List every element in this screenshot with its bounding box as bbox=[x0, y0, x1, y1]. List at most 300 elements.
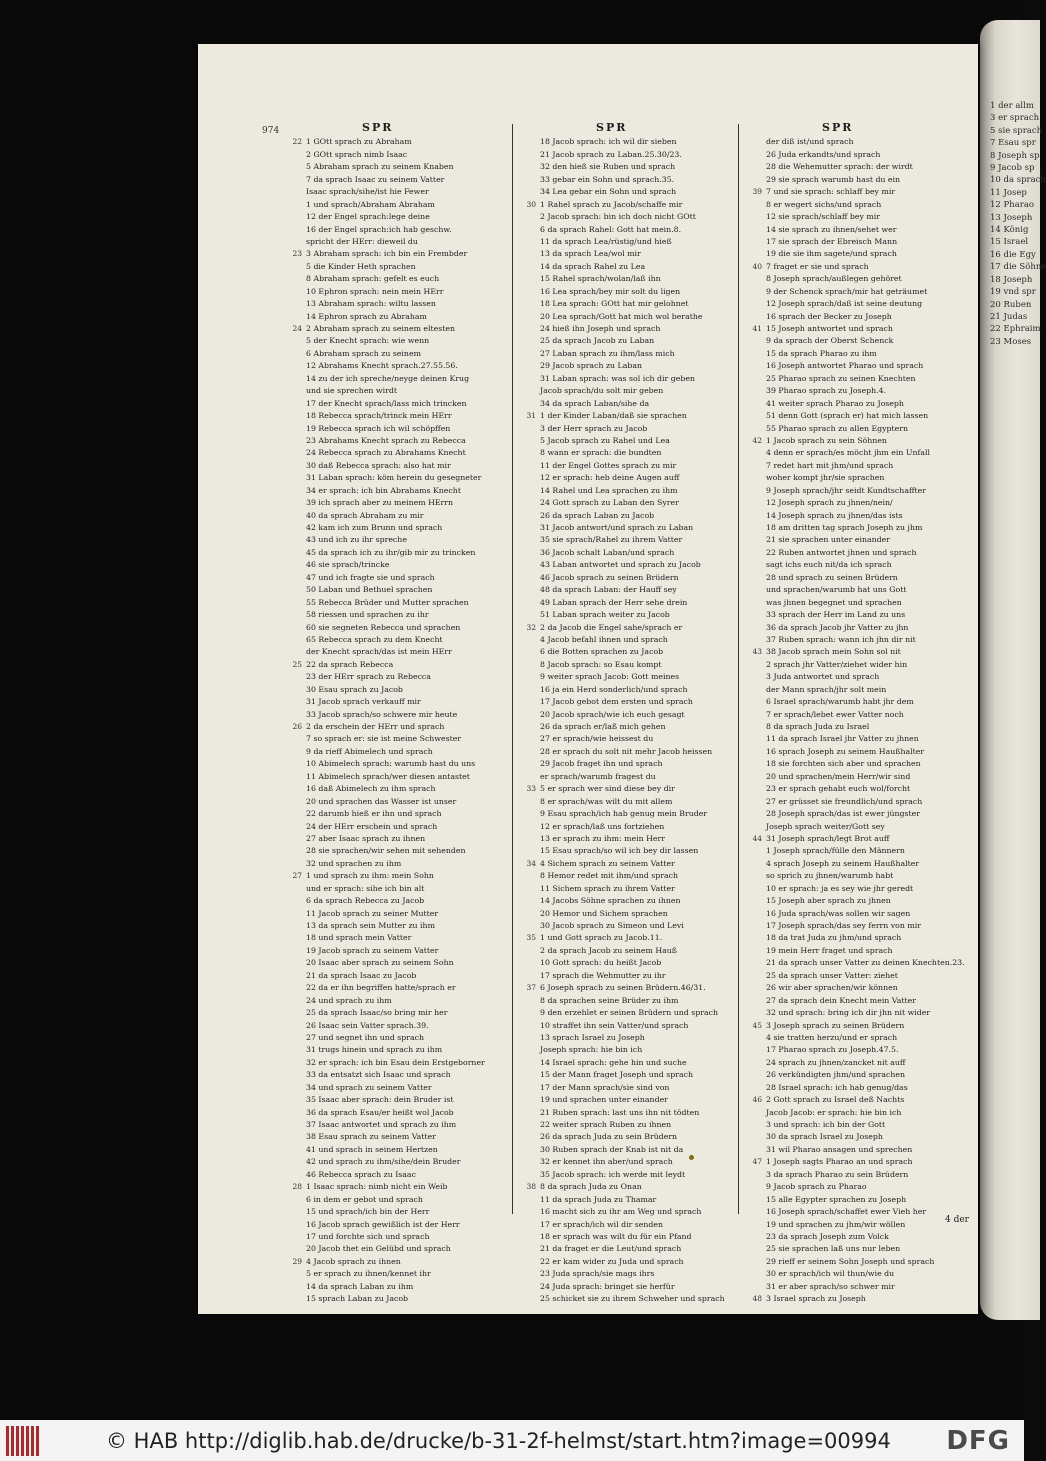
index-entry: 8 wann er sprach: die bundten bbox=[540, 448, 662, 458]
index-entry: 25 da sprach Jacob zu Laban bbox=[540, 336, 655, 346]
index-line bbox=[742, 497, 965, 509]
index-line bbox=[516, 161, 725, 173]
index-line bbox=[742, 186, 965, 198]
chapter-number bbox=[742, 945, 766, 957]
index-entry: 8 da sprach Juda zu Israel bbox=[766, 722, 870, 732]
index-entry: 9 Joseph sprach/jhr seidt Kundtschaffter bbox=[766, 485, 926, 495]
chapter-number: 29 bbox=[292, 1256, 302, 1266]
index-line bbox=[742, 385, 965, 397]
facing-page-line: 8 Joseph sp bbox=[990, 150, 1040, 161]
index-entry: 2 Jacob sprach: bin ich doch nicht GOtt bbox=[540, 212, 696, 222]
index-line bbox=[282, 348, 485, 360]
index-entry: 4 sprach Joseph zu seinem Haußhalter bbox=[766, 858, 920, 868]
index-entry: 28 er sprach du solt nit mehr Jacob heissen bbox=[540, 746, 713, 756]
chapter-number bbox=[282, 485, 306, 497]
index-entry: 15 sprach Laban zu Jacob bbox=[306, 1294, 409, 1304]
index-entry: 9 weiter sprach Jacob: Gott meines bbox=[540, 672, 680, 682]
facing-page-line: 23 Moses bbox=[990, 336, 1032, 347]
chapter-number: 37 bbox=[526, 983, 536, 993]
index-entry: 17 Pharao sprach zu Joseph.47.5. bbox=[766, 1045, 899, 1055]
index-entry: 28 und sprach zu seinen Brüdern bbox=[766, 572, 898, 582]
index-line bbox=[516, 323, 725, 335]
index-line bbox=[516, 435, 725, 447]
index-entry: 17 Joseph sprach/das sey ferrn von mir bbox=[766, 921, 921, 931]
index-entry: 24 Juda sprach: bringet sie herfür bbox=[540, 1281, 675, 1291]
index-entry: 30 er sprach/ich wil thun/wie du bbox=[766, 1269, 895, 1279]
index-line bbox=[742, 622, 965, 634]
index-line bbox=[516, 547, 725, 559]
index-line bbox=[282, 534, 485, 546]
index-entry: 16 Joseph sprach/schaffet ewer Vieh her bbox=[766, 1207, 927, 1217]
chapter-number bbox=[282, 671, 306, 683]
chapter-number bbox=[282, 236, 306, 248]
index-entry: 65 Rebecca sprach zu dem Knecht bbox=[306, 634, 443, 644]
index-line bbox=[282, 808, 485, 820]
facing-page-line: 5 sie sprach bbox=[990, 125, 1043, 136]
index-line bbox=[516, 1007, 725, 1019]
index-line bbox=[516, 721, 725, 733]
chapter-number bbox=[282, 1231, 306, 1243]
index-line bbox=[516, 833, 725, 845]
index-line bbox=[282, 261, 485, 273]
index-line bbox=[516, 1057, 725, 1069]
index-line bbox=[516, 149, 725, 161]
chapter-number bbox=[516, 1156, 540, 1168]
index-entry: 20 Hemor und Sichem sprachen bbox=[540, 908, 668, 918]
index-line bbox=[282, 398, 485, 410]
index-line bbox=[742, 174, 965, 186]
chapter-number bbox=[516, 957, 540, 969]
index-entry: 43 und ich zu ihr spreche bbox=[306, 535, 407, 545]
facing-page-line: 1 der allm bbox=[990, 101, 1034, 111]
chapter-number bbox=[742, 995, 766, 1007]
chapter-number: 46 bbox=[752, 1095, 762, 1105]
index-line bbox=[516, 908, 725, 920]
index-line bbox=[742, 360, 965, 372]
index-column-2 bbox=[516, 122, 725, 1306]
chapter-number bbox=[516, 908, 540, 920]
index-entry: 30 Esau sprach zu Jacob bbox=[306, 684, 403, 694]
index-line bbox=[516, 485, 725, 497]
index-entry: 32 den hieß sie Ruben und sprach bbox=[540, 162, 676, 172]
chapter-number bbox=[282, 211, 306, 223]
index-entry: 15 Rahel sprach/wolan/laß ihn bbox=[540, 274, 661, 284]
chapter-number bbox=[742, 410, 766, 422]
chapter-number bbox=[742, 423, 766, 435]
index-line bbox=[282, 671, 485, 683]
chapter-number bbox=[742, 1107, 766, 1119]
index-entry: 16 macht sich zu ihr am Weg und sprach bbox=[540, 1207, 702, 1217]
chapter-number bbox=[516, 721, 540, 733]
index-line bbox=[282, 435, 485, 447]
index-entry: 19 mein Herr fraget und sprach bbox=[766, 945, 893, 955]
chapter-number bbox=[516, 758, 540, 770]
index-entry: 19 Rebecca sprach ich wil schöpffen bbox=[306, 423, 451, 433]
index-line bbox=[516, 1069, 725, 1081]
index-line bbox=[742, 298, 965, 310]
chapter-number: 22 bbox=[292, 137, 302, 147]
chapter-number bbox=[516, 497, 540, 509]
chapter-number bbox=[516, 323, 540, 335]
chapter-number bbox=[742, 1131, 766, 1143]
index-entry: 10 straffet ihn sein Vatter/und sprach bbox=[540, 1020, 689, 1030]
chapter-number bbox=[282, 224, 306, 236]
index-entry: 26 da sprach Juda zu sein Brüdern bbox=[540, 1132, 678, 1142]
index-entry: 10 Abimelech sprach: warumb hast du uns bbox=[306, 759, 476, 769]
chapter-number bbox=[282, 970, 306, 982]
index-line bbox=[742, 248, 965, 260]
index-entry: 4 Sichem sprach zu seinem Vatter bbox=[540, 858, 675, 868]
index-entry: 3 und sprach: ich bin der Gott bbox=[766, 1120, 886, 1130]
index-line bbox=[282, 1293, 485, 1305]
chapter-number bbox=[282, 995, 306, 1007]
index-entry: 21 sie sprachen unter einander bbox=[766, 535, 890, 545]
index-entry: 1 Joseph sagts Pharao an und sprach bbox=[766, 1157, 913, 1167]
index-entry: 4 sie tratten herzu/und er sprach bbox=[766, 1032, 898, 1042]
facing-page-line: 7 Esau spr bbox=[990, 138, 1036, 149]
index-entry: 4 Jacob befahl ihnen und sprach bbox=[540, 634, 668, 644]
index-entry: 42 und sprach zu ihm/sihe/dein Bruder bbox=[306, 1157, 461, 1167]
index-line bbox=[516, 622, 725, 634]
chapter-number bbox=[282, 547, 306, 559]
index-line bbox=[742, 1020, 965, 1032]
index-line bbox=[742, 671, 965, 683]
chapter-number bbox=[282, 1194, 306, 1206]
chapter-number bbox=[742, 335, 766, 347]
chapter-number bbox=[516, 385, 540, 397]
index-line bbox=[742, 559, 965, 571]
chapter-number bbox=[282, 1044, 306, 1056]
index-entry: 18 da trat Juda zu jhm/und sprach bbox=[766, 933, 902, 943]
chapter-number bbox=[282, 932, 306, 944]
index-line bbox=[742, 1293, 965, 1305]
index-line bbox=[282, 447, 485, 459]
index-entry: 6 da sprach Rahel: Gott hat mein.8. bbox=[540, 224, 682, 234]
index-entry: 6 Abraham sprach zu seinem bbox=[306, 348, 421, 358]
index-entry: 28 sie sprachen/wir sehen mit sehenden bbox=[306, 846, 466, 856]
index-line bbox=[282, 298, 485, 310]
index-line bbox=[516, 609, 725, 621]
index-line bbox=[742, 957, 965, 969]
chapter-number: 45 bbox=[752, 1020, 762, 1030]
index-entry: 27 da sprach dein Knecht mein Vatter bbox=[766, 995, 916, 1005]
index-line bbox=[282, 845, 485, 857]
chapter-number bbox=[516, 833, 540, 845]
index-entry: 10 Gott sprach: du heißt Jacob bbox=[540, 958, 662, 968]
chapter-number bbox=[516, 845, 540, 857]
index-line bbox=[742, 423, 965, 435]
chapter-number bbox=[516, 1243, 540, 1255]
index-entry: 14 Israel sprach: gehe hin und suche bbox=[540, 1057, 687, 1067]
chapter-number bbox=[282, 609, 306, 621]
chapter-number bbox=[282, 1281, 306, 1293]
column-rule bbox=[738, 124, 739, 1214]
index-line bbox=[516, 1169, 725, 1181]
chapter-number bbox=[282, 199, 306, 211]
index-entry: 1 und sprach zu ihm: mein Sohn bbox=[306, 871, 434, 881]
chapter-number bbox=[516, 460, 540, 472]
facing-page-line: 3 er sprach bbox=[990, 113, 1040, 124]
index-entry: 8 Joseph sprach/außlegen gehöret bbox=[766, 274, 902, 284]
index-entry: 5 er sprach wer sind diese bey dir bbox=[540, 784, 675, 794]
index-entry: 17 Jacob gebot dem ersten und sprach bbox=[540, 697, 693, 707]
index-line bbox=[282, 161, 485, 173]
chapter-number bbox=[516, 261, 540, 273]
chapter-number bbox=[742, 236, 766, 248]
chapter-number bbox=[742, 597, 766, 609]
index-entry: 11 da sprach Lea/rüstig/und hieß bbox=[540, 236, 672, 246]
chapter-number: 33 bbox=[526, 784, 536, 794]
index-line bbox=[742, 1256, 965, 1268]
chapter-number bbox=[516, 659, 540, 671]
index-line bbox=[282, 335, 485, 347]
index-line bbox=[516, 510, 725, 522]
index-line bbox=[742, 845, 965, 857]
index-line bbox=[742, 224, 965, 236]
index-line bbox=[742, 970, 965, 982]
index-line bbox=[516, 634, 725, 646]
facing-page-line: 10 da sprach bbox=[990, 175, 1046, 186]
index-entry: 12 er sprach: heb deine Augen auff bbox=[540, 473, 680, 483]
chapter-number bbox=[516, 883, 540, 895]
index-line bbox=[516, 932, 725, 944]
chapter-number bbox=[516, 1131, 540, 1143]
index-line bbox=[282, 1206, 485, 1218]
index-line bbox=[516, 398, 725, 410]
index-entry: 11 Abimelech sprach/wer diesen antastet bbox=[306, 771, 470, 781]
index-line bbox=[282, 746, 485, 758]
chapter-number bbox=[742, 1007, 766, 1019]
index-line bbox=[282, 1181, 485, 1193]
chapter-number bbox=[516, 1219, 540, 1231]
chapter-number bbox=[282, 1144, 306, 1156]
index-line bbox=[516, 808, 725, 820]
chapter-number bbox=[282, 957, 306, 969]
chapter-number bbox=[282, 634, 306, 646]
footer-url[interactable]: © HAB http://diglib.hab.de/drucke/b-31-2f-helmst/start.htm?image=00994 bbox=[106, 1428, 891, 1453]
chapter-number bbox=[282, 348, 306, 360]
index-line bbox=[516, 920, 725, 932]
index-entry: 9 da rieff Abimelech und sprach bbox=[306, 746, 433, 756]
index-entry: 17 sprach die Wehmutter zu ihr bbox=[540, 970, 666, 980]
index-entry: 28 die Wehemutter sprach: der wirdt bbox=[766, 162, 913, 172]
index-line bbox=[742, 597, 965, 609]
index-line bbox=[282, 733, 485, 745]
chapter-number bbox=[282, 821, 306, 833]
index-line bbox=[742, 1094, 965, 1106]
index-entry: 8 er sprach/was wilt du mit allem bbox=[540, 796, 673, 806]
chapter-number bbox=[742, 771, 766, 783]
chapter-number bbox=[742, 398, 766, 410]
index-entry: 42 kam ich zum Brunn und sprach bbox=[306, 523, 443, 533]
index-line bbox=[742, 609, 965, 621]
index-line bbox=[282, 248, 485, 260]
chapter-number: 48 bbox=[752, 1294, 762, 1304]
index-entry: 38 Jacob sprach mein Sohn sol nit bbox=[766, 647, 901, 657]
chapter-number bbox=[516, 435, 540, 447]
index-line bbox=[742, 696, 965, 708]
index-line bbox=[742, 1131, 965, 1143]
index-line bbox=[742, 646, 965, 658]
chapter-number bbox=[516, 746, 540, 758]
chapter-number bbox=[742, 1069, 766, 1081]
index-line bbox=[282, 684, 485, 696]
chapter-number bbox=[742, 920, 766, 932]
index-entry: 20 und sprachen/mein Herr/wir sind bbox=[766, 771, 911, 781]
chapter-number bbox=[516, 335, 540, 347]
chapter-number bbox=[742, 932, 766, 944]
index-line bbox=[516, 870, 725, 882]
chapter-number bbox=[516, 161, 540, 173]
index-line bbox=[282, 423, 485, 435]
facing-page-edge bbox=[980, 20, 1046, 1320]
index-line bbox=[516, 995, 725, 1007]
index-entry: 3 Israel sprach zu Joseph bbox=[766, 1294, 866, 1304]
index-entry: 12 Joseph sprach zu jhnen/nein/ bbox=[766, 498, 893, 508]
index-line bbox=[282, 1169, 485, 1181]
index-entry: 28 Joseph sprach/das ist ewer jüngster bbox=[766, 809, 920, 819]
chapter-number bbox=[516, 584, 540, 596]
index-entry: 15 alle Egypter sprachen zu Joseph bbox=[766, 1194, 907, 1204]
index-line bbox=[282, 870, 485, 882]
index-entry: 9 der Schenck sprach/mir hat geträumet bbox=[766, 286, 928, 296]
chapter-number bbox=[282, 982, 306, 994]
index-entry: 1 Jacob sprach zu sein Söhnen bbox=[766, 435, 887, 445]
chapter-number bbox=[282, 435, 306, 447]
index-line bbox=[516, 211, 725, 223]
chapter-number bbox=[742, 149, 766, 161]
facing-page-line: 20 Ruben bbox=[990, 299, 1032, 310]
index-line bbox=[742, 199, 965, 211]
index-line bbox=[282, 1020, 485, 1032]
index-line bbox=[742, 833, 965, 845]
index-entry: 5 die Kinder Heth sprachen bbox=[306, 261, 416, 271]
index-line bbox=[282, 821, 485, 833]
index-entry: 27 er grüsset sie freundlich/und sprach bbox=[766, 796, 923, 806]
chapter-number bbox=[516, 447, 540, 459]
chapter-number bbox=[282, 1107, 306, 1119]
index-entry: 23 Juda sprach/sie mags ihrs bbox=[540, 1269, 655, 1279]
index-entry: spricht der HErr: dieweil du bbox=[306, 236, 418, 246]
chapter-number bbox=[516, 945, 540, 957]
index-line bbox=[742, 510, 965, 522]
index-entry: 47 und ich fragte sie und sprach bbox=[306, 572, 435, 582]
chapter-number bbox=[516, 1281, 540, 1293]
chapter-number bbox=[742, 721, 766, 733]
index-line bbox=[742, 982, 965, 994]
chapter-number bbox=[282, 335, 306, 347]
index-entry: 13 er sprach zu ihm: mein Herr bbox=[540, 833, 665, 843]
ink-spot bbox=[689, 1155, 694, 1160]
facing-page-line: 12 Pharao bbox=[990, 200, 1035, 211]
chapter-number bbox=[742, 348, 766, 360]
index-entry: 35 sie sprach/Rahel zu ihrem Vatter bbox=[540, 535, 683, 545]
index-line bbox=[282, 1032, 485, 1044]
chapter-number bbox=[742, 298, 766, 310]
index-line bbox=[516, 174, 725, 186]
index-entry: 34 und sprach zu seinem Vatter bbox=[306, 1082, 432, 1092]
index-entry: 2 GOtt sprach nimb Isaac bbox=[306, 149, 408, 159]
index-entry: 27 Laban sprach zu ihm/lass mich bbox=[540, 348, 675, 358]
facing-page-line: 9 Jacob sp bbox=[990, 163, 1035, 174]
index-entry: 36 Jacob schalt Laban/und sprach bbox=[540, 547, 675, 557]
chapter-number bbox=[742, 1169, 766, 1181]
index-line bbox=[516, 236, 725, 248]
chapter-number: 30 bbox=[526, 199, 536, 209]
index-entry: 16 Juda sprach/was sollen wir sagen bbox=[766, 908, 911, 918]
index-line bbox=[516, 224, 725, 236]
chapter-number bbox=[516, 360, 540, 372]
index-entry: 19 Jacob sprach zu seinem Vatter bbox=[306, 945, 439, 955]
index-entry: 39 Pharao sprach zu Joseph.4. bbox=[766, 386, 887, 396]
index-line bbox=[742, 273, 965, 285]
chapter-number bbox=[516, 423, 540, 435]
chapter-number bbox=[742, 883, 766, 895]
index-entry: 20 Jacob sprach/wie ich euch gesagt bbox=[540, 709, 685, 719]
index-line bbox=[282, 186, 485, 198]
index-entry: 3 Joseph sprach zu seinen Brüdern bbox=[766, 1020, 905, 1030]
index-entry: 55 Pharao sprach zu allen Egyptern bbox=[766, 423, 909, 433]
index-entry: 2 da erschein der HErr und sprach bbox=[306, 722, 445, 732]
chapter-number bbox=[742, 1219, 766, 1231]
chapter-number bbox=[742, 796, 766, 808]
index-line bbox=[516, 572, 725, 584]
chapter-number bbox=[516, 485, 540, 497]
index-entry: 1 und sprach/Abraham Abraham bbox=[306, 199, 435, 209]
chapter-number bbox=[282, 1219, 306, 1231]
index-line bbox=[516, 1181, 725, 1193]
index-entry: 39 ich sprach aber zu meinem HErrn bbox=[306, 498, 454, 508]
index-line bbox=[516, 385, 725, 397]
chapter-number bbox=[742, 161, 766, 173]
facing-page-text bbox=[990, 100, 1046, 348]
index-entry: 31 trugs hinein und sprach zu ihm bbox=[306, 1045, 443, 1055]
index-entry: 15 der Mann fraget Joseph und sprach bbox=[540, 1070, 694, 1080]
index-entry: 17 der Knecht sprach/lass mich trincken bbox=[306, 398, 467, 408]
chapter-number bbox=[282, 186, 306, 198]
chapter-number bbox=[282, 597, 306, 609]
index-line bbox=[742, 311, 965, 323]
index-line bbox=[742, 1156, 965, 1168]
index-line bbox=[742, 908, 965, 920]
facing-page-line: 18 Joseph bbox=[990, 274, 1033, 285]
index-line bbox=[742, 136, 965, 148]
chapter-number bbox=[516, 248, 540, 260]
index-entry: 13 da sprach Lea/wol mir bbox=[540, 249, 641, 259]
index-entry: 4 denn er sprach/es möcht jhm ein Unfall bbox=[766, 448, 930, 458]
chapter-number bbox=[516, 522, 540, 534]
chapter-number bbox=[516, 1293, 540, 1305]
index-line bbox=[516, 311, 725, 323]
index-entry: 7 so sprach er: sie ist meine Schwester bbox=[306, 734, 462, 744]
index-line bbox=[516, 1119, 725, 1131]
index-entry: 26 wir aber sprachen/wir können bbox=[766, 983, 898, 993]
index-entry: Isaac sprach/sihe/ist hie Fewer bbox=[306, 187, 429, 197]
column-lines bbox=[742, 136, 965, 1305]
index-entry: 6 die Botten sprachen zu Jacob bbox=[540, 647, 664, 657]
chapter-number bbox=[742, 373, 766, 385]
index-entry: 14 da sprach Rahel zu Lea bbox=[540, 261, 646, 271]
index-entry: 2 sprach jhr Vatter/ziehet wider hin bbox=[766, 659, 908, 669]
index-entry: 8 Jacob sprach: so Esau kompt bbox=[540, 659, 662, 669]
index-entry: 46 Jacob sprach zu seinen Brüdern bbox=[540, 572, 679, 582]
chapter-number bbox=[516, 547, 540, 559]
index-entry: 10 er sprach: ja es sey wie jhr geredt bbox=[766, 883, 914, 893]
chapter-number bbox=[742, 385, 766, 397]
chapter-number bbox=[516, 472, 540, 484]
index-entry: 3 Juda antwortet und sprach bbox=[766, 672, 880, 682]
chapter-number: 32 bbox=[526, 622, 536, 632]
